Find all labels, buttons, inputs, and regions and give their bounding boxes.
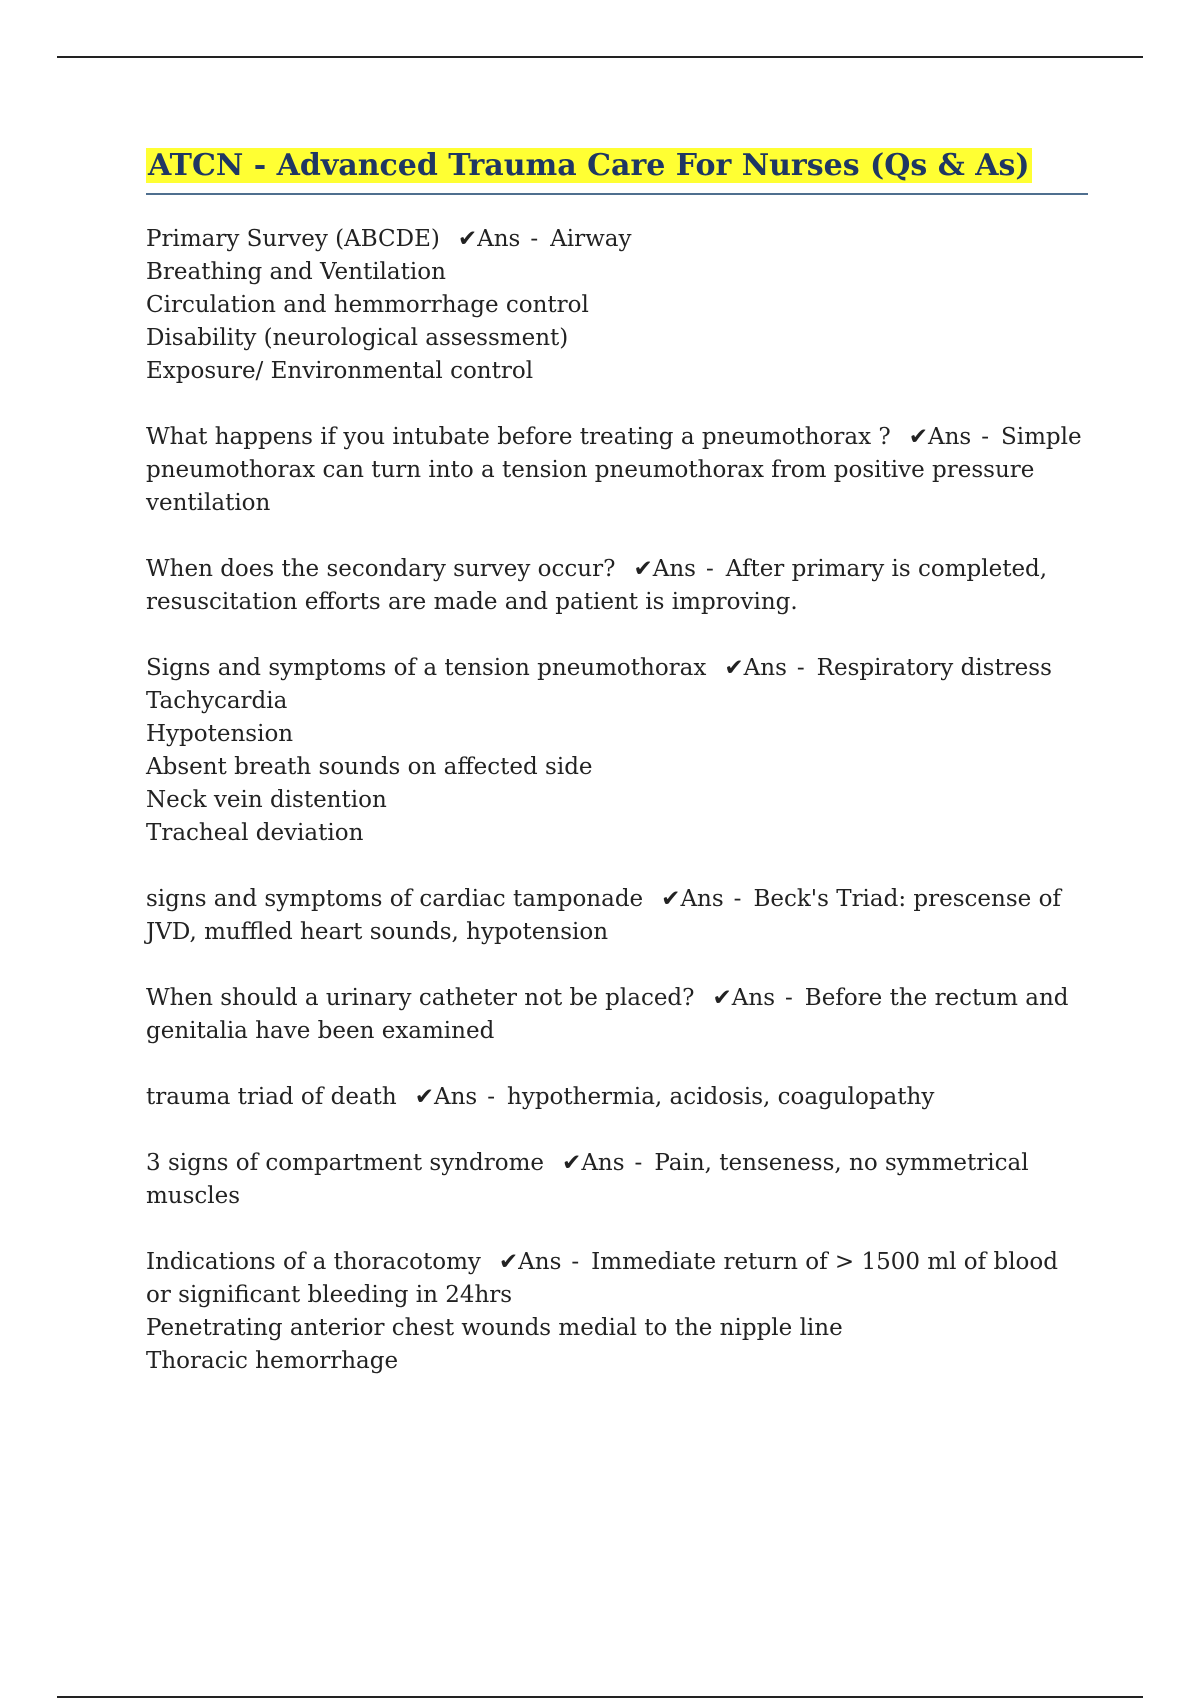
answer-separator: - — [981, 424, 989, 450]
question-text: trauma triad of death — [146, 1084, 397, 1110]
checkmark-icon: ✔ — [498, 1249, 519, 1275]
answer-label: Ans — [581, 1150, 625, 1176]
answer-line: Respiratory distress — [816, 655, 1052, 681]
question-text: Indications of a thoracotomy — [146, 1249, 481, 1275]
qa-item — [146, 421, 1088, 520]
answer-line: Exposure/ Environmental control — [146, 358, 534, 384]
answer-label: Ans — [927, 424, 972, 450]
answer-separator: - — [733, 886, 742, 912]
answer-separator: - — [785, 985, 793, 1011]
answer-line: Airway — [550, 226, 632, 252]
answer-separator: - — [796, 655, 805, 681]
answer-line: Disability (neurological assessment) — [146, 325, 569, 351]
answer-label: Ans — [680, 886, 724, 912]
answer-separator: - — [530, 226, 539, 252]
answer-separator: - — [634, 1150, 643, 1176]
answer-separator: - — [487, 1084, 496, 1110]
checkmark-icon: ✔ — [457, 226, 478, 252]
answer-line: Hypotension — [146, 721, 294, 747]
question-text: signs and symptoms of cardiac tamponade — [146, 886, 644, 912]
answer-line: Penetrating anterior chest wounds medial to the nipple line — [146, 1315, 843, 1341]
answer-label: Ans — [652, 556, 696, 582]
question-text: Primary Survey (ABCDE) — [146, 226, 440, 252]
qa-item — [146, 223, 1088, 388]
qa-item — [146, 1081, 1088, 1114]
answer-line: Tracheal deviation — [146, 820, 364, 846]
answer-line: Neck vein distention — [146, 787, 387, 813]
question-text: What happens if you intubate before treating a pneumothorax ? — [146, 424, 891, 450]
checkmark-icon: ✔ — [908, 424, 928, 450]
answer-separator: - — [705, 556, 714, 582]
answer-label: Ans — [743, 655, 787, 681]
answer-label: Ans — [518, 1249, 562, 1275]
answer-line: hypothermia, acidosis, coagulopathy — [507, 1084, 935, 1110]
answer-line: Before the rectum and genitalia have been examined — [146, 985, 1069, 1044]
question-text: Signs and symptoms of a tension pneumothorax — [146, 655, 707, 681]
checkmark-icon: ✔ — [633, 556, 653, 582]
checkmark-icon: ✔ — [414, 1084, 434, 1110]
qa-item — [146, 652, 1088, 850]
bottom-rule — [57, 1696, 1143, 1698]
answer-label: Ans — [477, 226, 521, 252]
document-title: ATCN - Advanced Trauma Care For Nurses (Qs & As) — [148, 148, 1030, 183]
answer-line: Breathing and Ventilation — [146, 259, 446, 285]
question-text: 3 signs of compartment syndrome — [146, 1150, 545, 1176]
answer-separator: - — [571, 1249, 580, 1275]
qa-item — [146, 982, 1088, 1048]
qa-item — [146, 553, 1088, 619]
title-block — [146, 145, 1088, 195]
answer-label: Ans — [731, 985, 776, 1011]
answer-line: After primary is completed, resuscitation efforts are made and patient is improving. — [146, 556, 1048, 615]
question-text: When should a urinary catheter not be placed? — [146, 985, 695, 1011]
checkmark-icon: ✔ — [724, 655, 744, 681]
qa-item — [146, 1147, 1088, 1213]
checkmark-icon: ✔ — [661, 886, 681, 912]
checkmark-icon: ✔ — [562, 1150, 582, 1176]
answer-line: Circulation and hemmorrhage control — [146, 292, 589, 318]
checkmark-icon: ✔ — [712, 985, 732, 1011]
answer-line: Thoracic hemorrhage — [146, 1348, 399, 1374]
answer-label: Ans — [434, 1084, 478, 1110]
answer-line: Beck's Triad: prescense of JVD, muffled heart sounds, hypotension — [146, 886, 1061, 945]
document-body — [146, 145, 1088, 1411]
qa-list — [146, 223, 1088, 1378]
top-rule — [57, 56, 1143, 58]
qa-item — [146, 1246, 1088, 1378]
answer-line: Immediate return of > 1500 ml of blood or significant bleeding in 24hrs — [146, 1249, 1058, 1308]
answer-line: Tachycardia — [146, 688, 288, 714]
qa-item — [146, 883, 1088, 949]
answer-line: Absent breath sounds on affected side — [146, 754, 593, 780]
answer-line: Pain, tenseness, no symmetrical muscles — [146, 1150, 1029, 1209]
answer-line: Simple pneumothorax can turn into a tension pneumothorax from positive pressure ventilation — [146, 424, 1082, 516]
question-text: When does the secondary survey occur? — [146, 556, 616, 582]
